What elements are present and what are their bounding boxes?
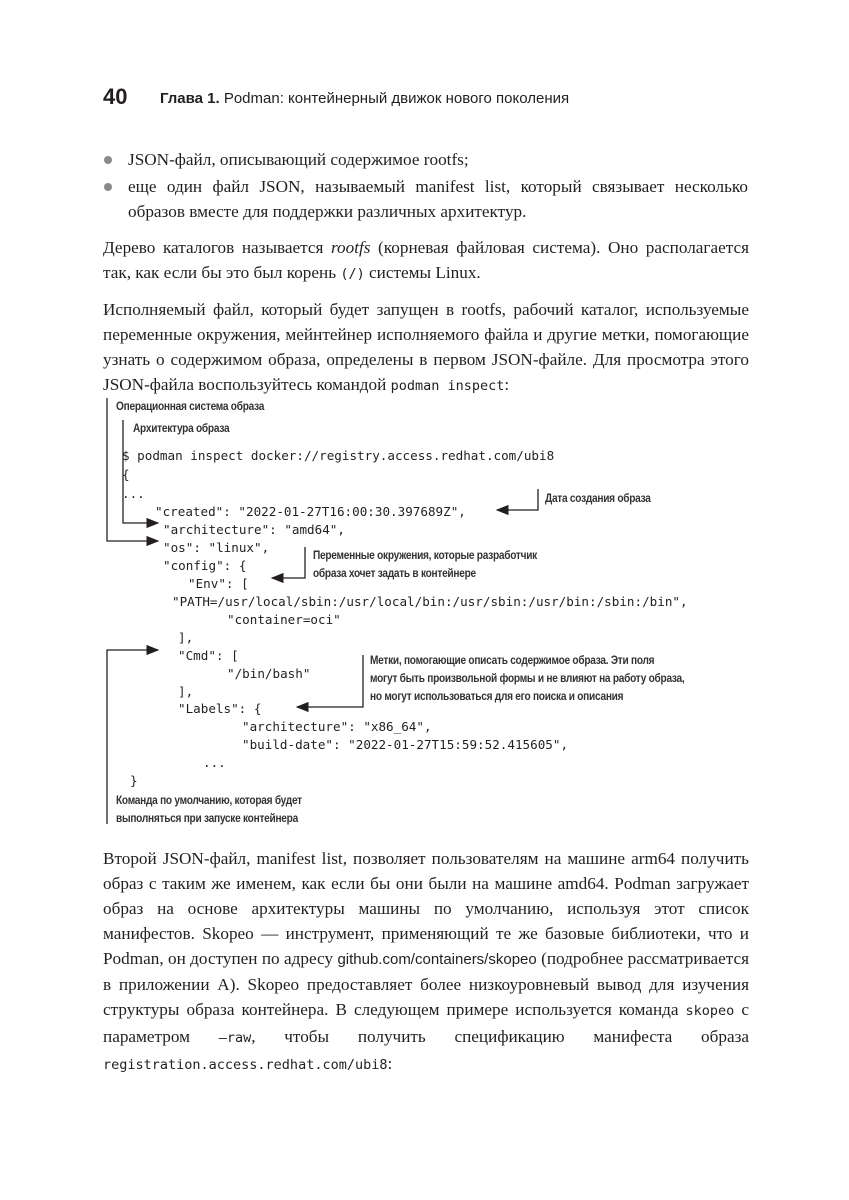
code-line: ], bbox=[178, 630, 194, 645]
annotation-os: Операционная система образа bbox=[116, 401, 265, 413]
inline-code: (/) bbox=[340, 266, 365, 282]
annotation-created: Дата создания образа bbox=[545, 493, 651, 505]
code-line: "architecture": "x86_64", bbox=[242, 719, 432, 734]
annotation-labels bbox=[370, 652, 684, 706]
text: (подробнее рассматривается в приложении A). Skopeo предоставляет более низкоуровневый вывод для изучения структуры образа контейнера. В следующем примере используется команда bbox=[103, 949, 749, 1019]
annotation-line: Переменные окружения, которые разработчик bbox=[313, 550, 537, 562]
annotation-line: Команда по умолчанию, которая будет bbox=[116, 795, 302, 807]
annotation-env bbox=[313, 547, 537, 583]
code-line: ... bbox=[203, 755, 226, 770]
text: (корневая файловая система). Оно располагается так, как если бы это был корень bbox=[103, 238, 749, 282]
inline-code: skopeo bbox=[685, 1003, 735, 1019]
annotation-line: могут быть произвольной формы и не влияют на работу образа, bbox=[370, 673, 685, 685]
code-line: $ podman inspect docker://registry.access.redhat.com/ubi8 bbox=[122, 448, 555, 463]
paragraph bbox=[103, 846, 749, 1078]
bullet-text: JSON-файл, описывающий содержимое rootfs; bbox=[128, 150, 469, 169]
code-line: { bbox=[122, 467, 130, 482]
created-arrow bbox=[497, 489, 538, 510]
text: Второй JSON-файл, manifest list, позволяет пользователям на машине arm64 получить образ с таким же именем, как если бы они были на машине amd64. Podman загружает образ на основе архитектуры машины по умолчанию, используя этот список манифестов. Skopeo — инструмент, применяющий те же базовые библиотеки, что и Podman, он доступен по адресу bbox=[103, 849, 749, 968]
code-line: } bbox=[130, 773, 138, 788]
code-line: "Env": [ bbox=[188, 576, 249, 591]
skopeo-link[interactable]: github.com/containers/skopeo bbox=[337, 951, 537, 968]
annotation-line: но могут использоваться для его поиска и описания bbox=[370, 691, 624, 703]
code-line: "Labels": { bbox=[178, 701, 262, 716]
annotation-line: образа хочет задать в контейнере bbox=[313, 568, 476, 580]
code-line: "config": { bbox=[163, 558, 247, 573]
code-line: "architecture": "amd64", bbox=[163, 522, 345, 537]
code-line: "created": "2022-01-27T16:00:30.397689Z", bbox=[155, 504, 466, 519]
page-number: 40 bbox=[103, 84, 128, 109]
code-line: ], bbox=[178, 684, 194, 699]
text: : bbox=[504, 375, 510, 394]
code-line: "build-date": "2022-01-27T15:59:52.415605", bbox=[242, 737, 569, 752]
text: с параметром bbox=[103, 1000, 749, 1046]
text: Дерево каталогов называется bbox=[103, 238, 331, 257]
bullet-text: еще один файл JSON, называемый manifest list, который связывает несколько образов вместе для поддержки различных архитектур. bbox=[128, 177, 748, 221]
text: системы Linux. bbox=[364, 263, 481, 282]
text: , чтобы получить спецификацию манифеста образа bbox=[251, 1027, 749, 1046]
env-arrow bbox=[272, 547, 305, 578]
code-line: "container=oci" bbox=[227, 612, 341, 627]
emphasis: rootfs bbox=[330, 238, 371, 257]
chapter-title: Podman: контейнерный движок нового поколения bbox=[219, 90, 570, 107]
code-line: "PATH=/usr/local/sbin:/usr/local/bin:/usr/sbin:/usr/bin:/sbin:/bin", bbox=[172, 594, 688, 609]
annotation-line: Метки, помогающие описать содержимое образа. Эти поля bbox=[370, 655, 655, 667]
inline-code: –raw bbox=[218, 1030, 252, 1046]
annotation-line: выполняться при запуске контейнера bbox=[116, 813, 298, 825]
inline-code: registration.access.redhat.com/ubi8 bbox=[103, 1057, 388, 1073]
inline-code: podman inspect bbox=[390, 378, 505, 394]
code-line: ... bbox=[122, 486, 145, 501]
code-line: "os": "linux", bbox=[163, 540, 270, 555]
code-line: "Cmd": [ bbox=[178, 648, 239, 663]
text: : bbox=[387, 1054, 393, 1073]
annotation-cmd bbox=[116, 792, 302, 828]
code-line: "/bin/bash" bbox=[227, 666, 311, 681]
annotation-arch: Архитектура образа bbox=[133, 423, 230, 435]
text: Исполняемый файл, который будет запущен в rootfs, рабочий каталог, используемые переменные окружения, мейнтейнер исполняемого файла и другие метки, помогающие узнать о содержимом образа, определены в первом JSON-файле. Для просмотра этого JSON-файла воспользуйтесь командой bbox=[103, 300, 749, 394]
chapter-label: Глава 1. bbox=[160, 90, 220, 107]
